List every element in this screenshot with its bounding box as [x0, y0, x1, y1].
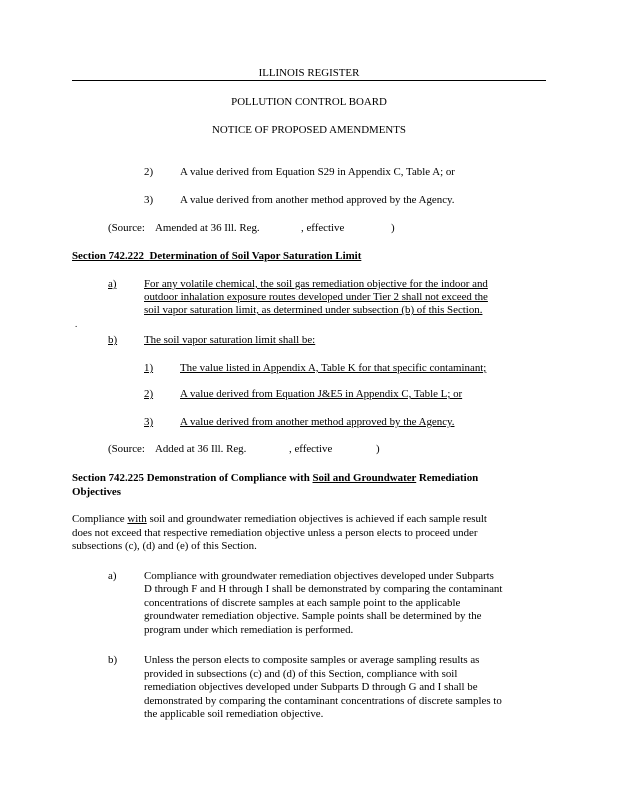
- item-text: A value derived from another method approved by the Agency.: [180, 416, 455, 428]
- source-close: ): [391, 222, 395, 234]
- paragraph-line: Unless the person elects to composite samples or average sampling results as: [144, 654, 480, 666]
- paragraph-line: does not exceed that respective remediation objective unless a person elects to proceed under: [72, 527, 478, 539]
- text-run: soil and groundwater remediation objectives is achieved if each sample result: [146, 513, 487, 525]
- source-text: Amended at 36 Ill. Reg.: [155, 222, 260, 234]
- header-rule: [72, 80, 546, 81]
- subsection-label: b): [108, 334, 118, 346]
- register-title: ILLINOIS REGISTER: [258, 67, 360, 79]
- item-number: 3): [144, 194, 154, 206]
- notice-title: NOTICE OF PROPOSED AMENDMENTS: [212, 124, 406, 136]
- subsection-label: a): [108, 570, 117, 582]
- item-number: 3): [144, 416, 154, 428]
- source-label: (Source:: [108, 222, 145, 234]
- paragraph-line: For any volatile chemical, the soil gas remediation objective for the indoor and: [144, 278, 488, 290]
- section-heading: [72, 472, 478, 485]
- paragraph-line: The soil vapor saturation limit shall be:: [144, 334, 316, 346]
- heading-text: Remediation: [416, 472, 479, 484]
- board-title: POLLUTION CONTROL BOARD: [231, 96, 387, 108]
- paragraph-line: [72, 513, 487, 526]
- source-effective: , effective: [289, 443, 333, 455]
- subsection-label: a): [108, 278, 117, 290]
- section-heading: [72, 250, 361, 263]
- item-text: The value listed in Appendix A, Table K for that specific contaminant;: [180, 362, 487, 374]
- paragraph-line: soil vapor saturation limit, as determined under subsection (b) of this Section.: [144, 304, 483, 316]
- paragraph-line: remediation objectives developed under Subparts D through G and I shall be: [144, 681, 478, 693]
- source-label: (Source:: [108, 443, 145, 455]
- paragraph-line: concentrations of discrete samples at each sample point to the applicable: [144, 597, 461, 609]
- item-number: 2): [144, 166, 154, 178]
- paragraph-line: outdoor inhalation exposure routes developed under Tier 2 shall not exceed the: [144, 291, 488, 303]
- paragraph-line: Compliance with groundwater remediation objectives developed under Subparts: [144, 570, 494, 582]
- source-effective: , effective: [301, 222, 345, 234]
- item-text: A value derived from another method approved by the Agency.: [180, 194, 455, 206]
- item-text: A value derived from Equation S29 in Appendix C, Table A; or: [180, 166, 455, 178]
- paragraph-line: program under which remediation is performed.: [144, 624, 354, 636]
- heading-text: Section 742.225 Demonstration of Compliance with: [72, 472, 313, 484]
- section-number: Section 742.222: [72, 250, 144, 262]
- section-title: Determination of Soil Vapor Saturation Limit: [149, 250, 362, 262]
- paragraph-line: D through F and H through I shall be demonstrated by comparing the contaminant: [144, 583, 503, 595]
- paragraph-line: the applicable soil remediation objective.: [144, 708, 324, 720]
- paragraph-line: provided in subsections (c) and (d) of this Section, compliance with soil: [144, 668, 458, 680]
- source-text: Added at 36 Ill. Reg.: [155, 443, 247, 455]
- item-text: A value derived from Equation J&E5 in Appendix C, Table L; or: [180, 388, 463, 400]
- heading-underlined: Soil and Groundwater: [312, 472, 417, 484]
- item-number: 1): [144, 362, 154, 374]
- item-number: 2): [144, 388, 154, 400]
- paragraph-line: subsections (c), (d) and (e) of this Section.: [72, 540, 257, 552]
- stray-mark: .: [75, 319, 78, 329]
- paragraph-line: groundwater remediation objective. Sample points shall be determined by the: [144, 610, 482, 622]
- paragraph-line: demonstrated by comparing the contaminant concentrations of discrete samples to: [144, 695, 502, 707]
- section-heading-line2: Objectives: [72, 486, 121, 498]
- subsection-label: b): [108, 654, 118, 666]
- source-close: ): [376, 443, 380, 455]
- text-run: Compliance: [72, 513, 128, 525]
- underlined-word: with: [127, 513, 147, 525]
